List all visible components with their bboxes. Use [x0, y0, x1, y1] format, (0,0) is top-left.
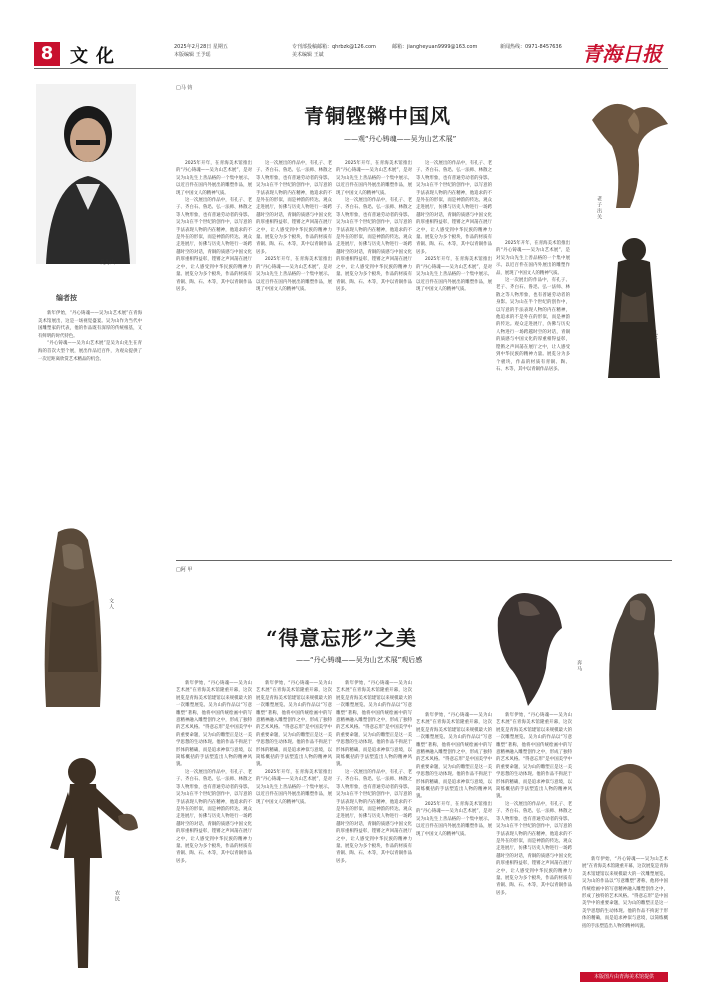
- portrait-photo: [36, 84, 136, 264]
- article2-column-3: 新年伊始，“丹心铸魂——吴为山艺术展”在青海美术馆隆重开幕，这次展览是青海美术馆建馆以来规模最大的一次雕塑展览。吴为山的作品以“写意雕塑”著称，他将中国传统绘画中的写意精神融入雕塑创作之中，形成了独特的艺术风格。“得意忘形”是中国美学中的重要命题，吴为山的雕塑正是这一美学思想的生动体现。他的作品不拘泥于形体的精确，而是追求神似与意境，以简练概括的手法塑造出人物的精神风貌。 这一次展出的作品中，有孔子、老子、齐白石、鲁迅、弘一法师、林散之等人物形象，也有普通劳动者的身影。吴为山在半个世纪的创作中，以写意的手法表现人物的内在精神，他追求的不是外在的形似，而是神韵的传达。观众走进展厅，仿佛与历史人物进行一场跨越时空的对话，青铜的质感与中国文化的厚重相得益彰，铿锵之声回荡在展厅之中，让人感受到中华民族的精神力量。展览分为多个板块，作品的材质有青铜、陶、石、木等，其中以青铜作品居多。: [336, 681, 412, 864]
- photo-credit: 本版图片由青海美术馆提供: [580, 972, 668, 982]
- header-email: 邮箱：jiangheyuan9999@163.com: [392, 44, 478, 50]
- wenren-statue-photo: [38, 522, 108, 712]
- masthead: [0, 0, 702, 70]
- kongzi-caption: 孔子: [652, 330, 658, 342]
- article1-column-2: 这一次展出的作品中，有孔子、老子、齐白石、鲁迅、弘一法师、林散之等人物形象，也有普通劳动者的身影。吴为山在半个世纪的创作中，以写意的手法表现人物的内在精神，他追求的不是外在的形似，而是神韵的传达。观众走进展厅，仿佛与历史人物进行一场跨越时空的对话，青铜的质感与中国文化的厚重相得益彰，铿锵之声回荡在展厅之中，让人感受到中华民族的精神力量。展览分为多个板块，作品的材质有青铜、陶、石、木等，其中以青铜作品居多。 2025年开年，在青海美术馆推出的“丹心铸魂——吴为山艺术展”，是对吴为山先生上善品格的一个集中展示。以近百件在国内外展出的雕塑作品，展现了中国文人的精神气质。: [256, 161, 332, 292]
- header-hotline: 专刊部投稿邮箱：qhrbzk@126.com 美术编辑 王斌: [292, 44, 376, 58]
- laozi-sculpture-photo: [582, 90, 672, 210]
- sidebar-title: 编者按: [56, 293, 77, 302]
- article2-column-4: 新年伊始，“丹心铸魂——吴为山艺术展”在青海美术馆隆重开幕，这次展览是青海美术馆建馆以来规模最大的一次雕塑展览。吴为山的作品以“写意雕塑”著称，他将中国传统绘画中的写意精神融入雕塑创作之中，形成了独特的艺术风格。“得意忘形”是中国美学中的重要命题，吴为山的雕塑正是这一美学思想的生动体现。他的作品不拘泥于形体的精确，而是追求神似与意境，以简练概括的手法塑造出人物的精神风貌。 2025年开年，在青海美术馆推出的“丹心铸魂——吴为山艺术展”，是对吴为山先生上善品格的一个集中展示。以近百件在国内外展出的雕塑作品，展现了中国文人的精神气质。: [416, 713, 492, 837]
- article2-byline: □阿 甲: [176, 567, 193, 573]
- farmer-statue-photo: [40, 738, 140, 978]
- sidebar-text: 新年伊始，“丹心铸魂——吴为山艺术展”在青海美术馆展出，这是一场视觉盛宴。吴为山作为当代中国雕塑家的代表，他的作品既有深厚的传统根基，又有鲜明的时代特色。 “丹心铸魂——吴为山艺术展”是吴为山先生在青海的首次大型个展，展出作品近百件，为观众提供了一次近距离欣赏艺术精品的机会。: [38, 311, 142, 362]
- header-phone: 新闻热线：0971-8457636: [500, 44, 562, 50]
- wenren-caption: 文人: [108, 598, 114, 610]
- article2-column-2: 新年伊始，“丹心铸魂——吴为山艺术展”在青海美术馆隆重开幕，这次展览是青海美术馆建馆以来规模最大的一次雕塑展览。吴为山的作品以“写意雕塑”著称，他将中国传统绘画中的写意精神融入雕塑创作之中，形成了独特的艺术风格。“得意忘形”是中国美学中的重要命题，吴为山的雕塑正是这一美学思想的生动体现。他的作品不拘泥于形体的精确，而是追求神似与意境，以简练概括的手法塑造出人物的精神风貌。 2025年开年，在青海美术馆推出的“丹心铸魂——吴为山艺术展”，是对吴为山先生上善品格的一个集中展示。以近百件在国内外展出的雕塑作品，展现了中国文人的精神气质。: [256, 681, 332, 805]
- article2-title: “得意忘形”之美: [266, 626, 418, 650]
- horse-caption: 奔马: [576, 660, 582, 672]
- article1-title: 青铜铿锵中国风: [304, 104, 451, 128]
- header-date: 2025年2月28日 星期五 本版编辑 王予瑶: [174, 44, 228, 58]
- article1-column-1: 2025年开年，在青海美术馆推出的“丹心铸魂——吴为山艺术展”，是对吴为山先生上善品格的一个集中展示。以近百件在国内外展出的雕塑作品，展现了中国文人的精神气质。 这一次展出的作品中，有孔子、老子、齐白石、鲁迅、弘一法师、林散之等人物形象，也有普通劳动者的身影。吴为山在半个世纪的创作中，以写意的手法表现人物的内在精神，他追求的不是外在的形似，而是神韵的传达。观众走进展厅，仿佛与历史人物进行一场跨越时空的对话，青铜的质感与中国文化的厚重相得益彰，铿锵之声回荡在展厅之中，让人感受到中华民族的精神力量。展览分为多个板块，作品的材质有青铜、陶、石、木等，其中以青铜作品居多。: [176, 161, 252, 292]
- article2-subtitle: ——“丹心铸魂——吴为山艺术展”观后感: [296, 656, 423, 664]
- kongzi-statue-photo: [600, 232, 670, 382]
- article1-column-5: 2025年开年，在青海美术馆推出的“丹心铸魂——吴为山艺术展”，是对吴为山先生上善品格的一个集中展示。以近百件在国内外展出的雕塑作品，展现了中国文人的精神气质。 这一次展出的作品中，有孔子、老子、齐白石、鲁迅、弘一法师、林散之等人物形象，也有普通劳动者的身影。吴为山在半个世纪的创作中，以写意的手法表现人物的内在精神，他追求的不是外在的形似，而是神韵的传达。观众走进展厅，仿佛与历史人物进行一场跨越时空的对话，青铜的质感与中国文化的厚重相得益彰，铿锵之声回荡在展厅之中，让人感受到中华民族的精神力量。展览分为多个板块，作品的材质有青铜、陶、石、木等，其中以青铜作品居多。: [496, 241, 570, 372]
- article2-column-1: 新年伊始，“丹心铸魂——吴为山艺术展”在青海美术馆隆重开幕，这次展览是青海美术馆建馆以来规模最大的一次雕塑展览。吴为山的作品以“写意雕塑”著称，他将中国传统绘画中的写意精神融入雕塑创作之中，形成了独特的艺术风格。“得意忘形”是中国美学中的重要命题，吴为山的雕塑正是这一美学思想的生动体现。他的作品不拘泥于形体的精确，而是追求神似与意境，以简练概括的手法塑造出人物的精神风貌。 这一次展出的作品中，有孔子、老子、齐白石、鲁迅、弘一法师、林散之等人物形象，也有普通劳动者的身影。吴为山在半个世纪的创作中，以写意的手法表现人物的内在精神，他追求的不是外在的形似，而是神韵的传达。观众走进展厅，仿佛与历史人物进行一场跨越时空的对话，青铜的质感与中国文化的厚重相得益彰，铿锵之声回荡在展厅之中，让人感受到中华民族的精神力量。展览分为多个板块，作品的材质有青铜、陶、石、木等，其中以青铜作品居多。: [176, 681, 252, 864]
- article1-column-3: 2025年开年，在青海美术馆推出的“丹心铸魂——吴为山艺术展”，是对吴为山先生上善品格的一个集中展示。以近百件在国内外展出的雕塑作品，展现了中国文人的精神气质。 这一次展出的作品中，有孔子、老子、齐白石、鲁迅、弘一法师、林散之等人物形象，也有普通劳动者的身影。吴为山在半个世纪的创作中，以写意的手法表现人物的内在精神，他追求的不是外在的形似，而是神韵的传达。观众走进展厅，仿佛与历史人物进行一场跨越时空的对话，青铜的质感与中国文化的厚重相得益彰，铿锵之声回荡在展厅之中，让人感受到中华民族的精神力量。展览分为多个板块，作品的材质有青铜、陶、石、木等，其中以青铜作品居多。: [336, 161, 412, 292]
- article1-subtitle: ——观“丹心铸魂——吴为山艺术展”: [344, 135, 457, 143]
- article1-column-4: 这一次展出的作品中，有孔子、老子、齐白石、鲁迅、弘一法师、林散之等人物形象，也有普通劳动者的身影。吴为山在半个世纪的创作中，以写意的手法表现人物的内在精神，他追求的不是外在的形似，而是神韵的传达。观众走进展厅，仿佛与历史人物进行一场跨越时空的对话，青铜的质感与中国文化的厚重相得益彰，铿锵之声回荡在展厅之中，让人感受到中华民族的精神力量。展览分为多个板块，作品的材质有青铜、陶、石、木等，其中以青铜作品居多。 2025年开年，在青海美术馆推出的“丹心铸魂——吴为山艺术展”，是对吴为山先生上善品格的一个集中展示。以近百件在国内外展出的雕塑作品，展现了中国文人的精神气质。: [416, 161, 492, 292]
- farmer-caption: 农民: [114, 890, 120, 902]
- newspaper-logo: 青海日报: [582, 42, 662, 66]
- header-rule: [34, 68, 668, 69]
- laozi-caption: 老子出关: [596, 196, 602, 220]
- qibaishi-head-photo: [590, 756, 670, 850]
- portrait-caption: 吴为山: [100, 260, 116, 266]
- section-title: 文化: [70, 46, 122, 67]
- horse-sculpture-photo: [488, 578, 568, 708]
- article1-byline: □马 钧: [176, 85, 193, 91]
- zhuangzi-sculpture-photo: [596, 574, 672, 714]
- article2-column-5: 新年伊始，“丹心铸魂——吴为山艺术展”在青海美术馆隆重开幕，这次展览是青海美术馆建馆以来规模最大的一次雕塑展览。吴为山的作品以“写意雕塑”著称，他将中国传统绘画中的写意精神融入雕塑创作之中，形成了独特的艺术风格。“得意忘形”是中国美学中的重要命题，吴为山的雕塑正是这一美学思想的生动体现。他的作品不拘泥于形体的精确，而是追求神似与意境，以简练概括的手法塑造出人物的精神风貌。 这一次展出的作品中，有孔子、老子、齐白石、鲁迅、弘一法师、林散之等人物形象，也有普通劳动者的身影。吴为山在半个世纪的创作中，以写意的手法表现人物的内在精神，他追求的不是外在的形似，而是神韵的传达。观众走进展厅，仿佛与历史人物进行一场跨越时空的对话，青铜的质感与中国文化的厚重相得益彰，铿锵之声回荡在展厅之中，让人感受到中华民族的精神力量。展览分为多个板块，作品的材质有青铜、陶、石、木等，其中以青铜作品居多。: [496, 713, 572, 896]
- article-divider: [176, 560, 672, 561]
- article2-column-6: 新年伊始，“丹心铸魂——吴为山艺术展”在青海美术馆隆重开幕，这次展览是青海美术馆建馆以来规模最大的一次雕塑展览。吴为山的作品以“写意雕塑”著称，他将中国传统绘画中的写意精神融入雕塑创作之中，形成了独特的艺术风格。“得意忘形”是中国美学中的重要命题，吴为山的雕塑正是这一美学思想的生动体现。他的作品不拘泥于形体的精确，而是追求神似与意境，以简练概括的手法塑造出人物的精神风貌。: [582, 857, 668, 929]
- page-number: 8: [34, 42, 60, 66]
